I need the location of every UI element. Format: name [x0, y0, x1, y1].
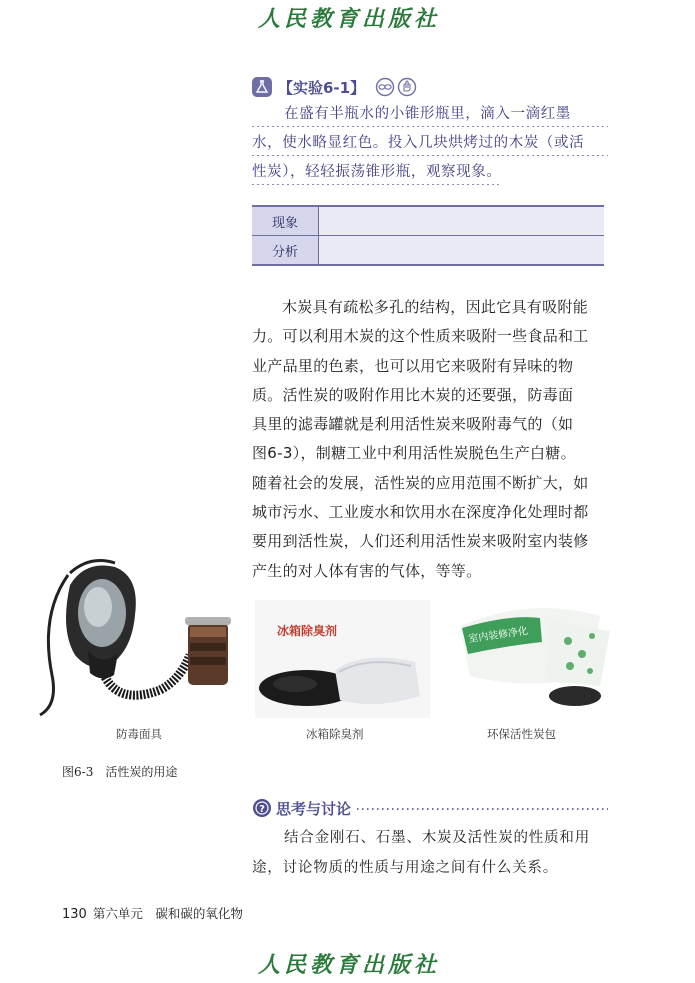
body-line: 力。可以利用木炭的这个性质来吸附一些食品和工: [252, 327, 589, 346]
figure-label: 图6-3 活性炭的用途: [62, 765, 178, 779]
chapter-title: 第六单元 碳和碳的氧化物: [92, 906, 243, 921]
body-line: 要用到活性炭，人们还利用活性炭来吸附室内装修: [252, 532, 589, 551]
carbon-bag-photo: [450, 596, 615, 718]
carbon-bag-caption: 环保活性炭包: [487, 727, 556, 741]
body-line: 随着社会的发展，活性炭的应用范围不断扩大，如: [252, 473, 589, 492]
body-line: 产生的对人体有害的气体，等等。: [252, 561, 482, 580]
think-discuss-header: [252, 796, 608, 820]
page-number: 130: [62, 907, 87, 922]
body-paragraph: [252, 293, 608, 586]
experiment-title: 【实验6-1】: [278, 78, 366, 97]
think-discuss-text: [252, 823, 608, 883]
body-line: 城市污水、工业废水和饮用水在深度净化处理时都: [252, 503, 589, 522]
gas-mask-image: [30, 555, 245, 720]
table-row: [252, 236, 604, 266]
think-line: 结合金刚石、石墨、木炭及活性炭的性质和用: [284, 830, 590, 846]
gas-mask-caption: 防毒面具: [116, 727, 162, 741]
body-line: 木炭具有疏松多孔的结构，因此它具有吸附能: [282, 298, 589, 316]
fridge-deodorizer-photo: [255, 600, 430, 718]
experiment-instructions: [252, 100, 608, 187]
fridge-deodorizer-image: [255, 600, 430, 718]
think-line: 途，讨论物质的性质与用途之间有什么关系。: [252, 860, 558, 876]
question-icon: [252, 798, 272, 818]
experiment-header: [252, 74, 419, 100]
body-line: 图6-3），制糖工业中利用活性炭脱色生产白糖。: [252, 444, 576, 463]
fridge-deodorizer-caption: 冰箱除臭剂: [306, 727, 364, 741]
experiment-line: 性炭），轻轻振荡锥形瓶，观察现象。: [252, 158, 501, 187]
page-footer: [62, 904, 243, 922]
row-label-phenomenon: 现象: [252, 206, 319, 236]
table-row: [252, 206, 604, 236]
phenomenon-field: [319, 206, 605, 236]
goggles-icon: [375, 77, 395, 97]
analysis-field: [319, 236, 605, 266]
dotted-divider: [357, 808, 608, 810]
body-line: 质。活性炭的吸附作用比木炭的还要强，防毒面: [252, 385, 574, 404]
think-discuss-title: 思考与讨论: [276, 799, 352, 818]
publisher-footer: 人民教育出版社: [258, 952, 441, 978]
carbon-bag-image: [450, 596, 615, 718]
hand-wash-icon: [397, 77, 417, 97]
publisher-header: 人民教育出版社: [258, 6, 441, 32]
body-line: 业产品里的色素，也可以用它来吸附有异味的物: [252, 356, 574, 375]
row-label-analysis: 分析: [252, 236, 319, 266]
experiment-line: 在盛有半瓶水的小锥形瓶里，滴入一滴红墨: [252, 100, 608, 129]
observation-table: [252, 205, 604, 266]
experiment-line: 水，使水略显红色。投入几块烘烤过的木炭（或活: [252, 129, 608, 158]
fridge-box-label: 冰箱除臭剂: [277, 624, 338, 638]
body-line: 具里的滤毒罐就是利用活性炭来吸附毒气的（如: [252, 415, 574, 434]
flask-icon: [252, 77, 272, 97]
carbon-bag-label: 室内装修净化: [467, 625, 529, 646]
svg-text:?: ?: [259, 804, 265, 815]
